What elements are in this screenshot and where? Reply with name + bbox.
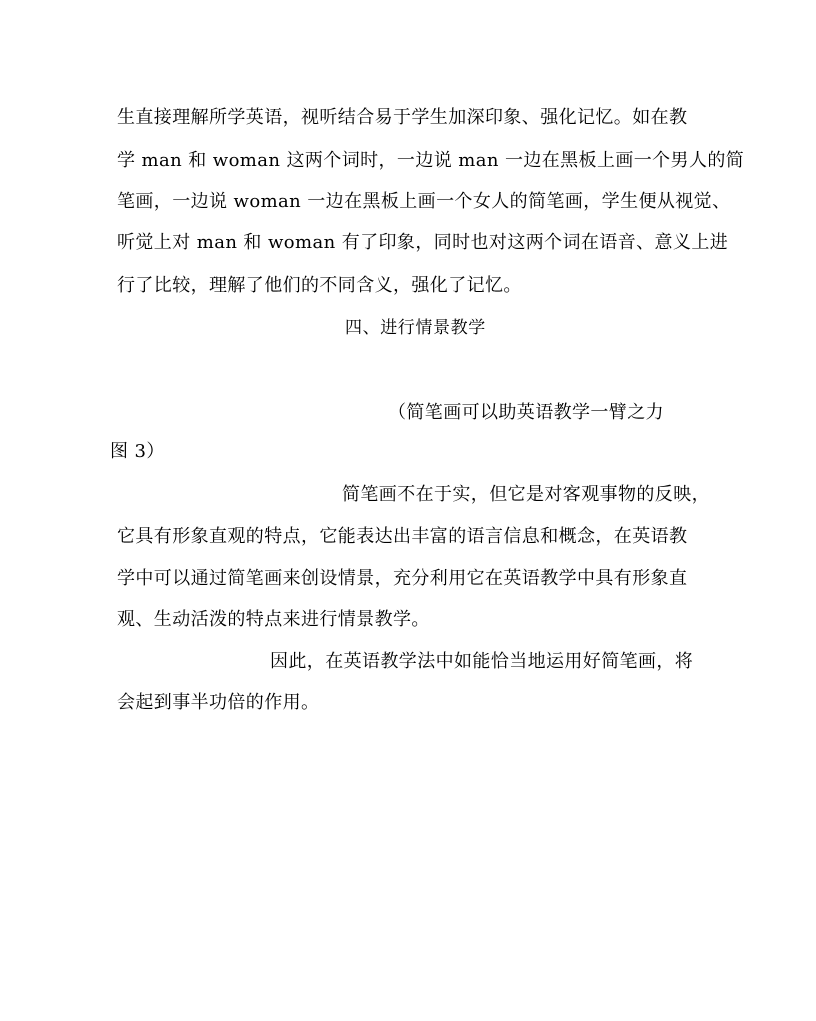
paragraph-line: 学中可以通过简笔画来创设情景，充分利用它在英语教学中具有形象直 [117,568,688,589]
paragraph-line: 生直接理解所学英语，视听结合易于学生加深印象、强化记忆。如在教 [117,107,688,128]
paragraph-line: 会起到事半功倍的作用。 [117,692,320,713]
paragraph-line: 学 man 和 woman 这两个词时，一边说 man 一边在黑板上画一个男人的简 [117,150,745,171]
figure-caption: 图 3） [110,441,165,462]
paragraph-line: 听觉上对 man 和 woman 有了印象，同时也对这两个词在语音、意义上进 [117,232,729,253]
paragraph-line: 观、生动活泼的特点来进行情景教学。 [117,609,430,630]
paragraph-line: 它具有形象直观的特点，它能表达出丰富的语言信息和概念，在英语教 [117,526,688,547]
section-heading: 四、进行情景教学 [345,318,486,338]
paragraph-line: 行了比较，理解了他们的不同含义，强化了记忆。 [117,275,522,296]
paragraph-line: 简笔画不在于实，但它是对客观事物的反映， [342,484,710,505]
figure-caption: （简笔画可以助英语教学一臂之力 [388,402,664,423]
paragraph-line: 因此，在英语教学法中如能恰当地运用好简笔画，将 [270,651,694,672]
paragraph-line: 笔画，一边说 woman 一边在黑板上画一个女人的简笔画，学生便从视觉、 [117,191,731,212]
